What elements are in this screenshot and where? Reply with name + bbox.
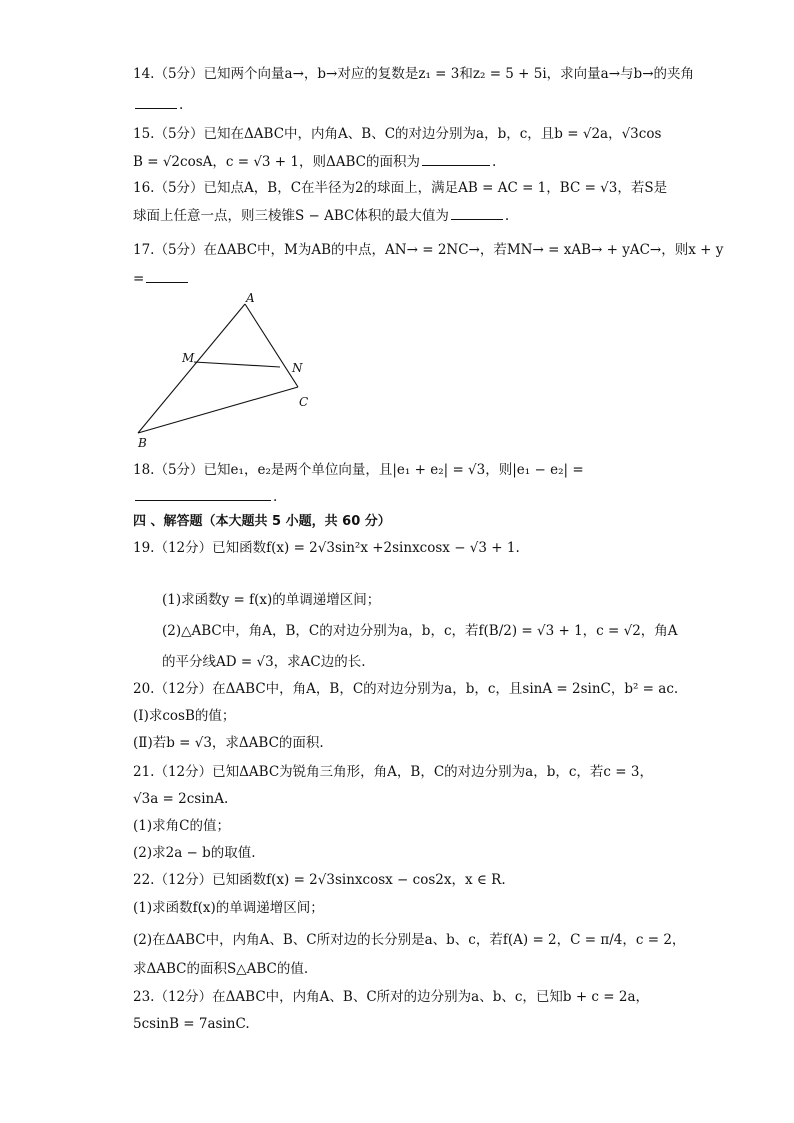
answer-blank[interactable]: [422, 151, 490, 166]
answer-blank[interactable]: [451, 205, 503, 220]
answer-blank[interactable]: [135, 486, 271, 501]
side-ab: [138, 304, 245, 433]
q21-line2: √3a = 2csinA.: [133, 791, 229, 807]
section-heading: 四 、解答题（本大题共 5 小题，共 60 分）: [133, 514, 391, 529]
q18-period: .: [273, 489, 278, 505]
q22-part1: (1)求函数f(x)的单调递增区间；: [133, 900, 324, 916]
q19-part2-line1: (2)△ABC中，角A，B，C的对边分别为a，b，c，若f(B/2) = √3 + 1，c = √2，角A: [162, 623, 678, 639]
q19-line1: 19.（12分）已知函数f(x) = 2√3sin²x +2sinxcosx − √3 + 1.: [133, 540, 520, 556]
q17-line2: [133, 268, 190, 289]
q14-line2: [133, 94, 183, 115]
q19-part1: (1)求函数y = f(x)的单调递增区间；: [162, 592, 381, 608]
triangle-figure: [125, 290, 325, 455]
q16-line1: 16.（5分）已知点A，B，C在半径为2的球面上，满足AB = AC = 1，BC = √3，若S是: [133, 180, 668, 196]
q23-line2: 5csinB = 7asinC.: [133, 1016, 250, 1032]
label-a: A: [246, 291, 255, 305]
q20-part1: (Ⅰ)求cosB的值；: [133, 708, 236, 724]
q15-line1: 15.（5分）已知在ΔABC中，内角A、B、C的对边分别为a，b，c，且b = √2a，√3cos: [133, 126, 662, 142]
label-c: C: [299, 395, 309, 409]
q15-line2: [133, 151, 496, 172]
q22-line1: 22.（12分）已知函数f(x) = 2√3sinxcosx − cos2x，x ∈ R.: [133, 872, 506, 888]
q21-line1: 21.（12分）已知ΔABC为锐角三角形，角A，B，C的对边分别为a，b，c，若c = 3，: [133, 764, 653, 780]
q16-period: .: [504, 208, 510, 224]
q15-text: B = √2cosA，c = √3 + 1，则ΔABC的面积为: [133, 154, 421, 170]
q16-line2: [133, 205, 509, 226]
label-b: B: [138, 436, 147, 450]
q20-line1: 20.（12分）在ΔABC中，角A，B，C的对边分别为a，b，c，且sinA = 2sinC，b² = ac.: [133, 681, 679, 697]
q14-line1: 14.（5分）已知两个向量a→，b→对应的复数是z₁ = 3和z₂ = 5 + 5i，求向量a→与b→的夹角: [133, 66, 695, 82]
q20-part2: (Ⅱ)若b = √3，求ΔABC的面积.: [133, 735, 324, 751]
segment-mn: [194, 362, 280, 367]
q16-text: 球面上任意一点，则三棱锥S − ABC体积的最大值为: [133, 208, 449, 224]
q17-line1: 17.（5分）在ΔABC中，M为AB的中点，AN→ = 2NC→，若MN→ = xAB→ + yAC→，则x + y: [133, 242, 724, 258]
q15-period: .: [492, 154, 497, 170]
label-m: M: [182, 351, 195, 365]
side-bc: [138, 387, 298, 433]
answer-blank[interactable]: [135, 94, 177, 109]
q19-part2-line2: 的平分线AD = √3，求AC边的长.: [162, 654, 366, 670]
q21-part1: (1)求角C的值；: [133, 818, 230, 834]
q18-line1: 18.（5分）已知e₁，e₂是两个单位向量，且|e₁ + e₂| = √3，则|e₁ − e₂| =: [133, 462, 584, 478]
q14-period: .: [179, 97, 184, 113]
q21-part2: (2)求2a − b的取值.: [133, 845, 256, 861]
side-ac: [245, 304, 298, 387]
q18-line2: [133, 486, 277, 507]
q23-line1: 23.（12分）在ΔABC中，内角A、B、C所对的边分别为a、b、c，已知b + c = 2a，: [133, 989, 650, 1005]
label-n: N: [292, 361, 303, 375]
answer-blank[interactable]: [146, 268, 188, 283]
q22-part2-line2: 求ΔABC的面积S△ABC的值.: [133, 961, 309, 977]
q17-equals: =: [133, 271, 145, 287]
q22-part2-line1: (2)在ΔABC中，内角A、B、C所对边的长分别是a、b、c，若f(A) = 2，C = π/4，c = 2，: [133, 932, 686, 948]
